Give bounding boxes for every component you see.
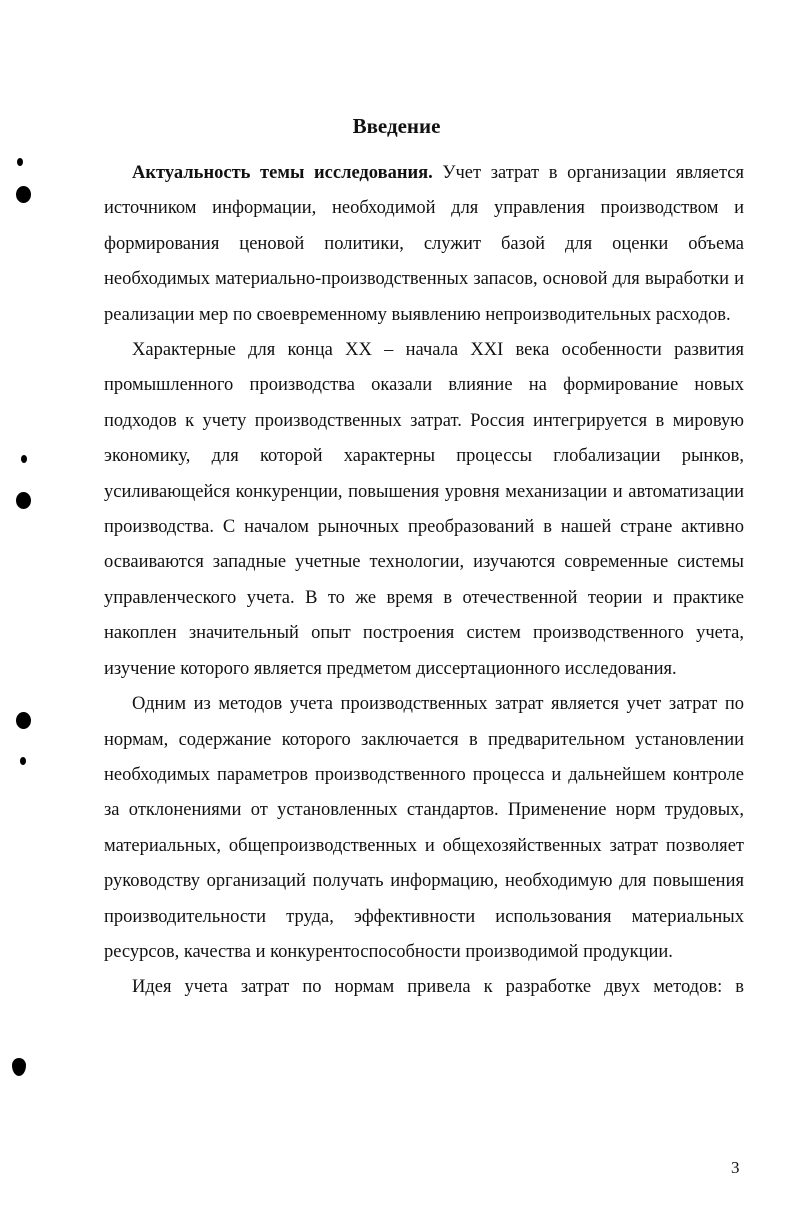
scan-artifact [16,712,31,729]
scan-artifact [17,158,23,166]
paragraph-text: Учет затрат в организации является источником информации, необходимой для управления производством и формирования ценовой политики, служит базой для оценки объема необходимых материально-производственных запасов, основой для выработки и реализации мер по своевременному выявлению непроизводительных расходов. [104,163,745,325]
paragraph [104,687,744,970]
paragraph-text: Характерные для конца XX – начала XXI века особенности развития промышленного производства оказали влияние на формирование новых подходов к учету производственных затрат. Россия интегрируется в мировую экономику, для которой характерны процессы глобализации рынков, усиливающейся конкуренции, повышения уровня механизации и автоматизации производства. С началом рыночных преобразований в нашей стране активно осваиваются западные учетные технологии, изучаются современные системы управленческого учета. В то же время в отечественной теории и практике накоплен значительный опыт построения систем производственного учета, изучение которого является предметом диссертационного исследования. [104,340,744,679]
paragraph [104,333,744,687]
paragraph-text: Идея учета затрат по нормам привела к разработке двух методов: в [132,977,744,998]
scan-artifact [20,757,26,765]
page-title: Введение [352,114,441,138]
scan-artifact [21,455,27,463]
body-text [104,156,744,1006]
scan-artifact [12,1058,26,1076]
paragraph [104,970,744,1005]
paragraph-lead: Актуальность темы исследования. [132,163,433,183]
paragraph-text: Одним из методов учета производственных затрат является учет затрат по нормам, содержание которого заключается в предварительном установлении необходимых параметров производственного процесса и дальнейшем контроле за отклонениями от установленных стандартов. Применение норм трудовых, материальных, общепроизводственных и общехозяйственных затрат позволяет руководству организаций получать информацию, необходимую для повышения производительности труда, эффективности использования материальных ресурсов, качества и конкурентоспособности производимой продукции. [104,694,744,962]
scan-artifact [16,186,31,203]
scan-artifact [16,492,31,509]
page-number: 3 [731,1158,740,1177]
paragraph [104,156,744,333]
